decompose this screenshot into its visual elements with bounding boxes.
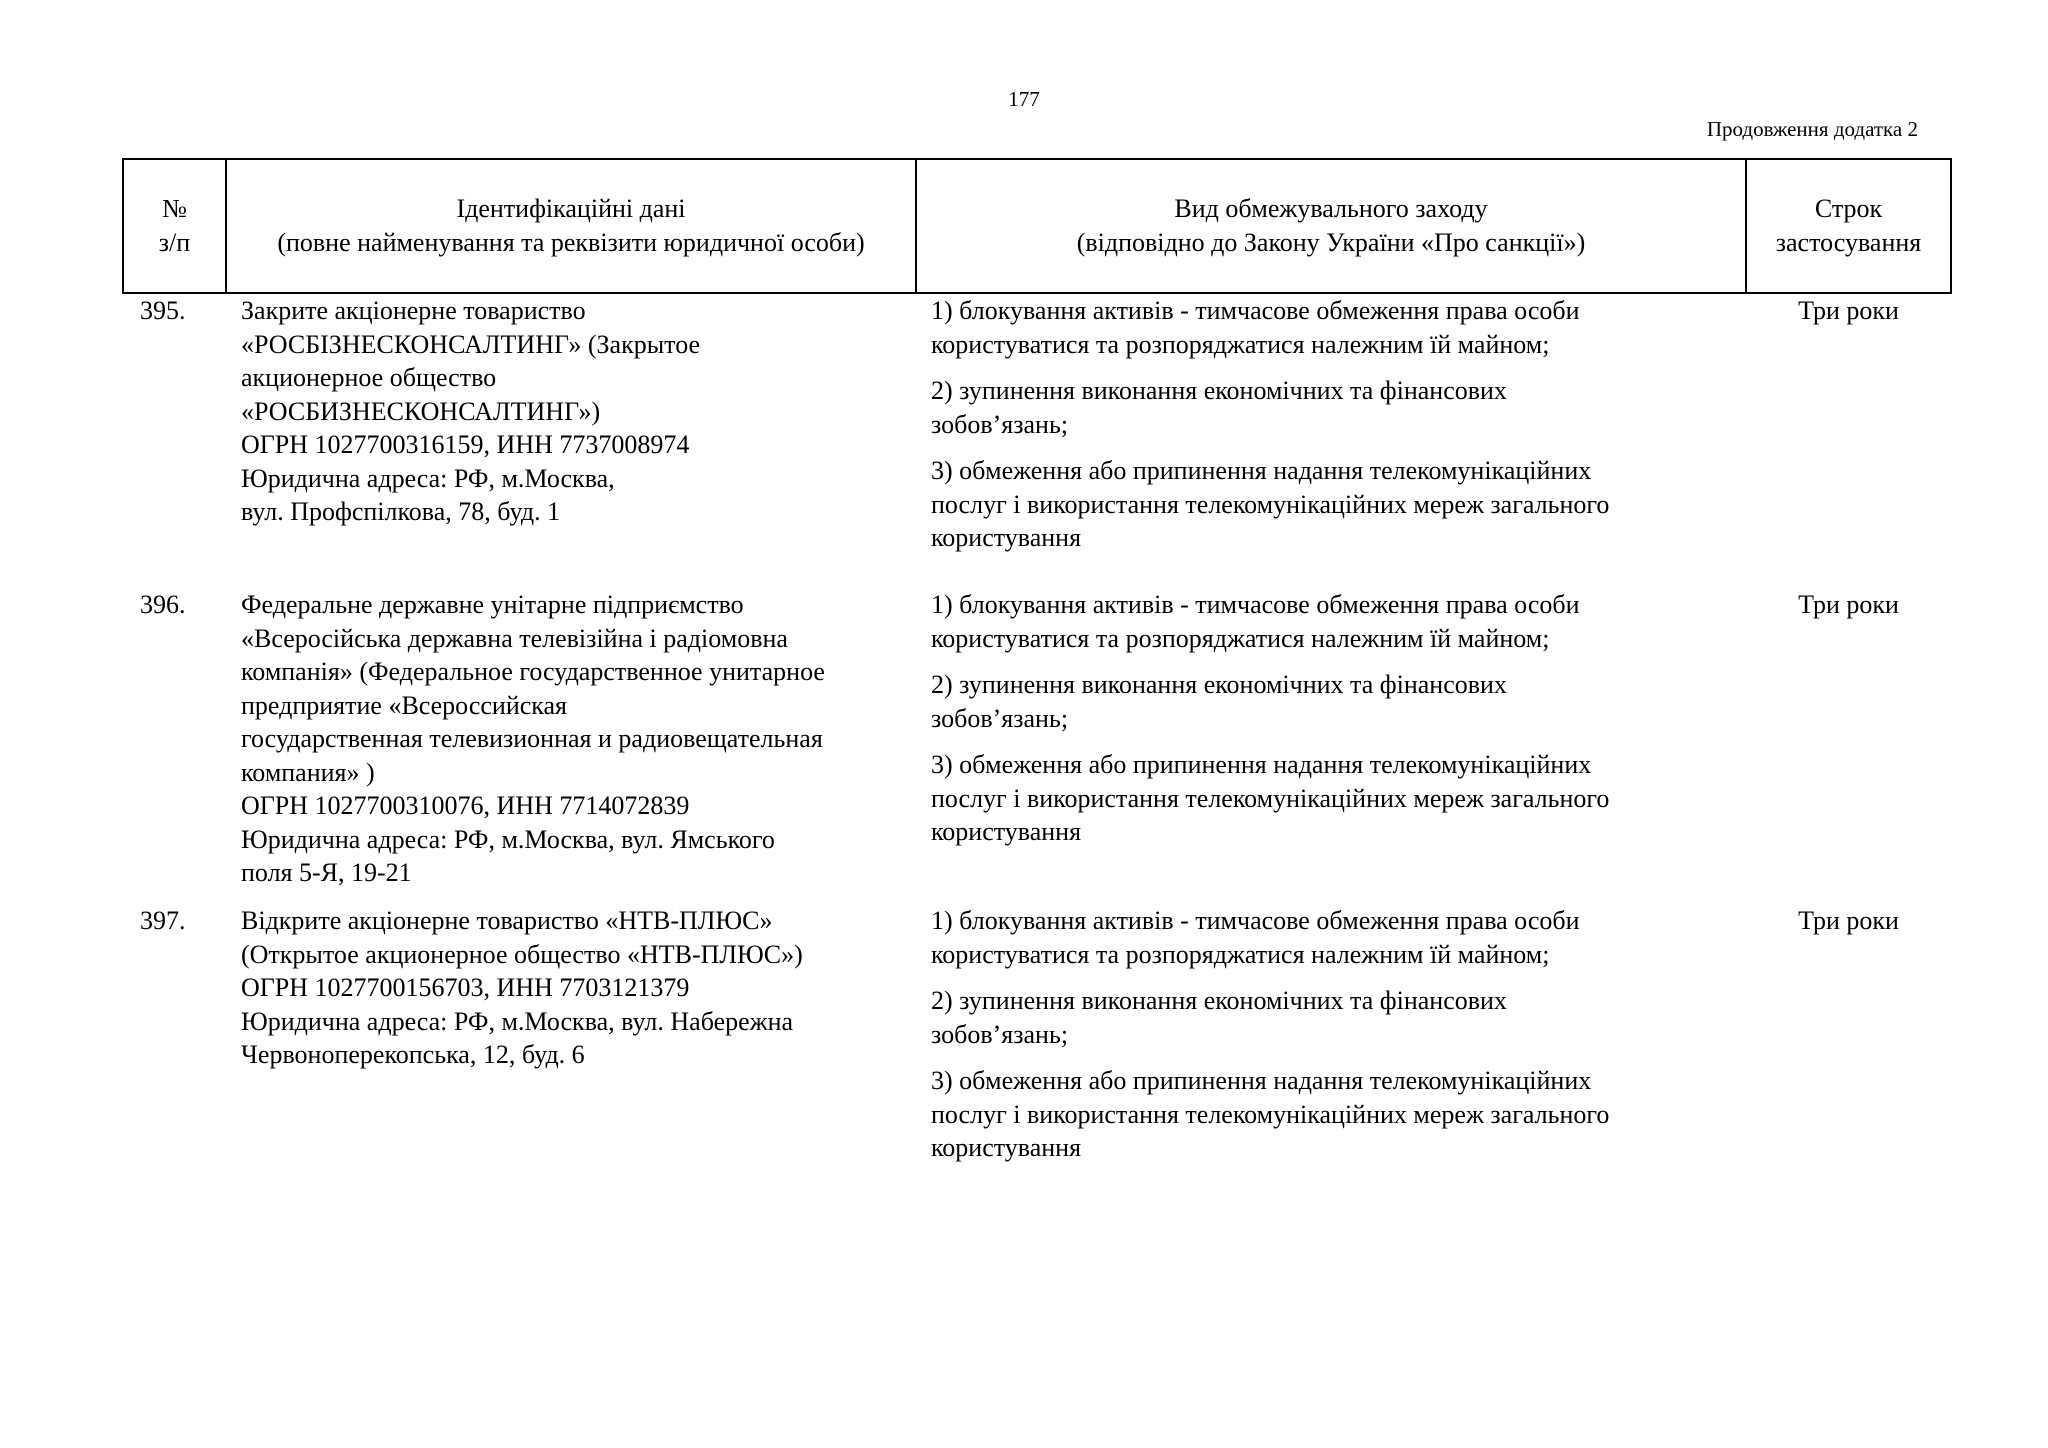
appendix-continuation-note: Продовження додатка 2 — [1706, 117, 1918, 141]
ident-line: Відкрите акціонерне товариство «НТВ-ПЛЮС» — [241, 906, 773, 935]
ident-line: Закрите акціонерне товариство — [241, 296, 586, 325]
header-measure — [916, 159, 1746, 293]
measure-item-1 — [931, 904, 1736, 971]
header-number — [123, 159, 226, 293]
header-measure-title: Вид обмежувального заходу — [1174, 194, 1488, 223]
ident-line: компанія» (Федеральное государственное унитарное — [241, 657, 825, 686]
header-identification-subtitle: (повне найменування та реквізити юридичної особи) — [277, 228, 865, 257]
measure-line: зобов’язань; — [931, 409, 1069, 439]
ident-line: «РОСБІЗНЕСКОНСАЛТИНГ» (Закрытое — [241, 329, 701, 359]
row-number: 396. — [140, 590, 186, 619]
ident-line: компания» ) — [241, 757, 375, 787]
header-row — [123, 159, 1951, 293]
row-identification — [226, 904, 916, 1204]
ident-line: Юридична адреса: РФ, м.Москва, вул. Ямського — [241, 824, 775, 854]
ident-line: ОГРН 1027700316159, ИНН 7737008974 — [241, 430, 690, 459]
ident-line: вул. Профспілкова, 78, буд. 1 — [241, 497, 561, 526]
ident-line: предприятие «Всероссийская — [241, 690, 568, 720]
ident-line: ОГРН 1027700310076, ИНН 7714072839 — [241, 791, 690, 820]
row-measures — [916, 293, 1746, 588]
measure-line: користуватися та розпоряджатися належним їй майном; — [931, 329, 1550, 359]
ident-line: Федеральне державне унітарне підприємство — [241, 590, 744, 619]
measure-item-3 — [931, 1064, 1736, 1165]
ident-line: акционерное общество — [241, 363, 497, 392]
row-measures — [916, 904, 1746, 1204]
header-identification — [226, 159, 916, 293]
header-number-symbol: № — [162, 194, 187, 223]
measure-line: послуг і використання телекомунікаційних мереж загального — [931, 489, 1610, 519]
ident-line: государственная телевизионная и радиовещательная — [241, 724, 823, 753]
measure-line: користуватися та розпоряджатися належним їй майном; — [931, 623, 1550, 653]
sanctions-table — [122, 158, 1952, 1204]
measure-line: користування — [931, 1133, 1082, 1162]
table-header — [123, 159, 1951, 293]
measure-line: зобов’язань; — [931, 1019, 1069, 1049]
measure-line: послуг і використання телекомунікаційних мереж загального — [931, 1099, 1610, 1129]
measure-line: 2) зупинення виконання економічних та фінансових — [931, 986, 1507, 1015]
row-term: Три роки — [1798, 296, 1899, 325]
header-measure-subtitle: (відповідно до Закону України «Про санкції») — [1076, 228, 1586, 257]
ident-line: «Всеросійська державна телевізійна і радіомовна — [241, 623, 788, 653]
row-identification — [226, 293, 916, 588]
table-row — [123, 293, 1951, 588]
header-identification-title: Ідентифікаційні дані — [456, 194, 686, 223]
row-identification — [226, 588, 916, 904]
header-term — [1746, 159, 1951, 293]
row-term: Три роки — [1798, 906, 1899, 935]
table-row — [123, 904, 1951, 1204]
measure-line: зобов’язань; — [931, 703, 1069, 733]
table-body — [123, 293, 1951, 1204]
header-term-title: Строк — [1814, 194, 1883, 223]
measure-line: послуг і використання телекомунікаційних мереж загального — [931, 783, 1610, 813]
measure-line: 1) блокування активів - тимчасове обмеження права особи — [931, 296, 1580, 325]
measure-item-3 — [931, 748, 1736, 849]
ident-line: ОГРН 1027700156703, ИНН 7703121379 — [241, 973, 690, 1002]
measure-line: 1) блокування активів - тимчасове обмеження права особи — [931, 906, 1580, 935]
measure-item-2 — [931, 984, 1736, 1051]
measure-item-2 — [931, 668, 1736, 735]
ident-line: Юридична адреса: РФ, м.Москва, вул. Набережна — [241, 1006, 794, 1036]
table-row — [123, 588, 1951, 904]
measure-item-1 — [931, 588, 1736, 655]
measure-item-1 — [931, 294, 1736, 361]
row-measures — [916, 588, 1746, 904]
measure-line: 1) блокування активів - тимчасове обмеження права особи — [931, 590, 1580, 619]
measure-line: користування — [931, 523, 1082, 552]
measure-line: користування — [931, 817, 1082, 846]
measure-line: 3) обмеження або припинення надання телекомунікаційних — [931, 1066, 1592, 1095]
measure-line: 2) зупинення виконання економічних та фінансових — [931, 670, 1507, 699]
ident-line: Юридична адреса: РФ, м.Москва, — [241, 463, 615, 493]
measure-line: користуватися та розпоряджатися належним їй майном; — [931, 939, 1550, 969]
measure-item-2 — [931, 374, 1736, 441]
row-number: 395. — [140, 296, 186, 325]
measure-item-3 — [931, 454, 1736, 555]
measure-line: 2) зупинення виконання економічних та фінансових — [931, 376, 1507, 405]
header-term-subtitle: застосування — [1775, 228, 1922, 257]
ident-line: (Открытое акционерное общество «НТВ-ПЛЮС») — [241, 939, 803, 969]
row-number: 397. — [140, 906, 186, 935]
page-number: 177 — [1008, 87, 1040, 111]
row-term: Три роки — [1798, 590, 1899, 619]
measure-line: 3) обмеження або припинення надання телекомунікаційних — [931, 750, 1592, 779]
measure-line: 3) обмеження або припинення надання телекомунікаційних — [931, 456, 1592, 485]
ident-line: «РОСБИЗНЕСКОНСАЛТИНГ») — [241, 396, 601, 426]
header-number-abbrev: з/п — [158, 228, 191, 257]
ident-line: Червоноперекопська, 12, буд. 6 — [241, 1040, 585, 1069]
ident-line: поля 5-Я, 19-21 — [241, 858, 412, 887]
